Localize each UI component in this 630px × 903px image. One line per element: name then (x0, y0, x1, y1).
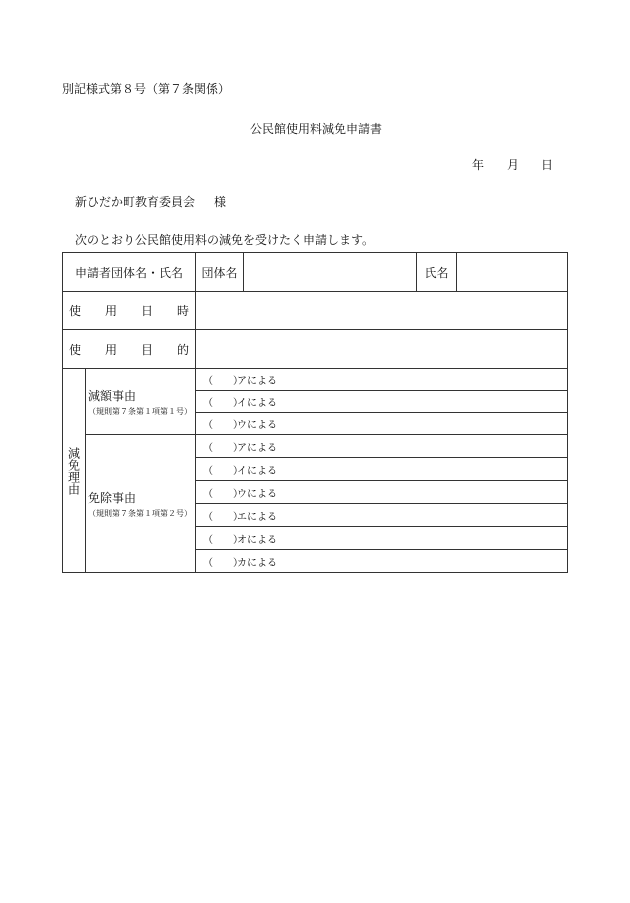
exemption-reason-title: 免除事由 (88, 490, 137, 505)
exemption-option-u[interactable]: （ ） ウによる (196, 481, 568, 504)
form-number: 別記様式第８号（第７条関係） (62, 82, 231, 96)
group-name-field[interactable] (244, 253, 417, 292)
exemption-option-i[interactable]: （ ） イによる (196, 458, 568, 481)
reason-label: 減免理由 (63, 369, 86, 573)
document-title: 公民館使用料減免申請書 (250, 122, 383, 136)
group-name-label: 団体名 (196, 253, 244, 292)
usage-datetime-label: 使 用 日 時 (63, 292, 196, 330)
addressee-honorific: 様 (214, 195, 227, 209)
applicant-label: 申請者団体名・氏名 (63, 253, 196, 292)
reduction-reason-cell (86, 369, 196, 435)
reduction-option-i[interactable]: （ ） イによる (196, 391, 568, 413)
exemption-reason-sub: （規則第７条第１項第２号） (88, 508, 192, 518)
intro-text: 次のとおり公民館使用料の減免を受けたく申請します。 (75, 233, 375, 247)
exemption-option-o[interactable]: （ ） オによる (196, 527, 568, 550)
exemption-option-ka[interactable]: （ ） カによる (196, 550, 568, 573)
reduction-option-u[interactable]: （ ） ウによる (196, 413, 568, 435)
reduction-option-a[interactable]: （ ） アによる (196, 369, 568, 391)
date-day-label: 日 (541, 158, 554, 172)
reduction-reason-title: 減額事由 (88, 388, 137, 403)
exemption-option-e[interactable]: （ ） エによる (196, 504, 568, 527)
applicant-name-label: 氏名 (417, 253, 457, 292)
applicant-name-field[interactable] (457, 253, 568, 292)
usage-purpose-field[interactable] (196, 330, 568, 369)
date-month-label: 月 (507, 158, 520, 172)
date-year-label: 年 (472, 158, 485, 172)
application-table (62, 252, 568, 573)
addressee-name: 新ひだか町教育委員会 (75, 195, 196, 209)
exemption-option-a[interactable]: （ ） アによる (196, 435, 568, 458)
usage-purpose-label: 使 用 目 的 (63, 330, 196, 369)
exemption-reason-cell (86, 435, 196, 573)
usage-datetime-field[interactable] (196, 292, 568, 330)
reduction-reason-sub: （規則第７条第１項第１号） (88, 406, 192, 416)
